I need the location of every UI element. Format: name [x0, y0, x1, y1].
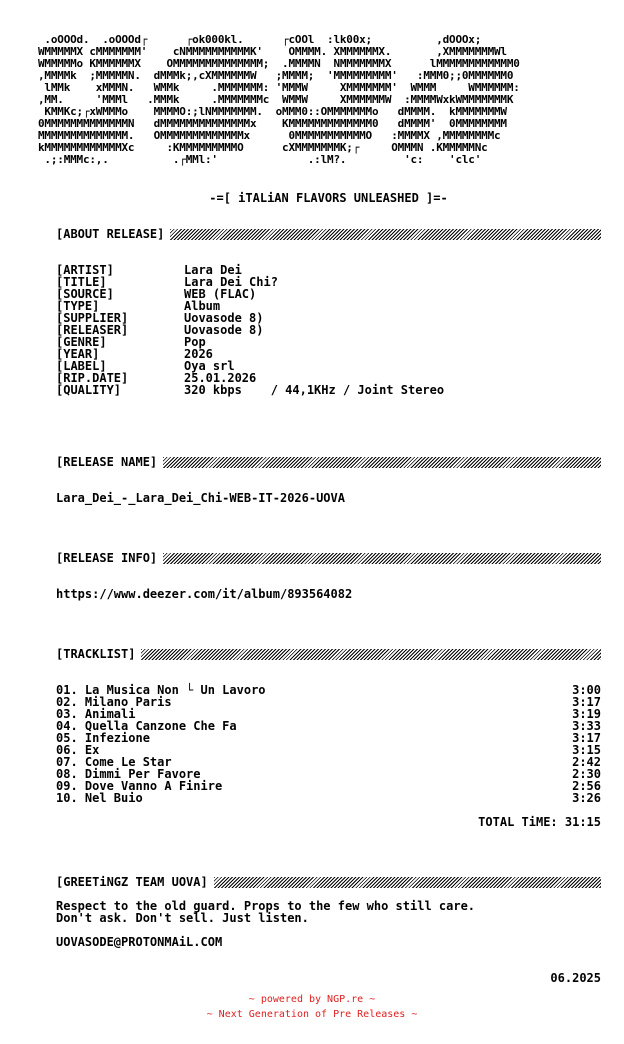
nfo-content: [56, 192, 601, 984]
section-heading: [GREETiNGZ TEAM UOVA]: [56, 875, 208, 889]
about-field-key: [SUPPLIER]: [56, 311, 129, 325]
footer-powered-by[interactable]: ~ powered by NGP.re ~: [248, 994, 376, 1005]
track-duration: 3:15: [572, 743, 601, 757]
track-list: [56, 684, 601, 804]
track-duration: 3:00: [572, 683, 601, 697]
section-heading: [RELEASE NAME]: [56, 455, 158, 469]
tracklist-header: [56, 648, 601, 660]
about-field-key: [SOURCE]: [56, 287, 114, 301]
about-field-value: Uovasode 8): [184, 323, 264, 337]
hatch-divider: [141, 649, 601, 660]
about-field-key: [ARTIST]: [56, 263, 114, 277]
hatch-divider: [163, 457, 601, 468]
release-name-value: Lara_Dei_-_Lara_Dei_Chi-WEB-IT-2026-UOVA: [56, 491, 345, 505]
about-field-key: [GENRE]: [56, 335, 107, 349]
track-row: [56, 696, 601, 708]
track-title: 07. Come Le Star: [56, 755, 172, 769]
about-field-value: Lara Dei Chi?: [184, 275, 278, 289]
track-title: 08. Dimmi Per Favore: [56, 767, 201, 781]
about-field-key: [YEAR]: [56, 347, 100, 361]
track-duration: 2:56: [572, 779, 601, 793]
about-field-value: 25.01.2026: [184, 371, 257, 385]
track-row: [56, 792, 601, 804]
section-heading: [ABOUT RELEASE]: [56, 227, 165, 241]
track-title: 10. Nel Buio: [56, 791, 143, 805]
about-field-value: 320 kbps / 44,1KHz / Joint Stereo: [184, 383, 445, 397]
about-field-key: [LABEL]: [56, 359, 107, 373]
greetings-header: [56, 876, 601, 888]
about-field-key: [TYPE]: [56, 299, 100, 313]
track-duration: 3:17: [572, 731, 601, 745]
hatch-divider: [214, 877, 601, 888]
about-field-row: [56, 288, 601, 300]
about-field-value: Uovasode 8): [184, 311, 264, 325]
track-title: 01. La Musica Non └ Un Lavoro: [56, 683, 266, 697]
release-date: 06.2025: [550, 971, 601, 985]
track-duration: 3:33: [572, 719, 601, 733]
about-field-key: [TITLE]: [56, 275, 107, 289]
section-heading: [RELEASE INFO]: [56, 551, 158, 565]
track-title: 09. Dove Vanno A Finire: [56, 779, 223, 793]
hatch-divider: [170, 229, 601, 240]
section-heading: [TRACKLIST]: [56, 647, 136, 661]
tagline: -=[ iTALiAN FLAVORS UNLEASHED ]=-: [209, 191, 448, 205]
ascii-art-logo: .oOOOd. .oOOOd┌ ┌ok000kl. ┌cOOl :lk00x; ,dOOOx; WMMMMMX cMMMMMMM' cNMMMMMMMMMMK' OMMMM. XMMMMMMX. ,XMMMMMMMWl WMMMMMo KMMMMMMX OMMMMMMMMMMMMMM; .MMMMN NMMMMMMMX lMMMMMMMMMMMM0 ,MMMMk ;MMMMMN. dMMMk;,cXMMMMMMW ;MMMM; 'MMMMMMMMM' :MMM0;;0MMMMMM0 lMMk xMMMN. WMMk .MMMMMMM: 'MMMW XMMMMMMM' WMMM WMMMMMM: ,MM. 'MMMl .MMMk .MMMMMMMc WMMW XMMMMMMW :MMMMWxkWMMMMMMMK KMMKc;┌xWMMMo MMMMO:;lNMMMMMMM. oMMM0::OMMMMMMMo dMMMM. kMMMMMMMW 0MMMMMMMMMMMMMN dMMMMMMMMMMMMMMx KMMMMMMMMMMMMM0 dMMMM' 0MMMMMMMM MMMMMMMMMMMMMM. OMMMMMMMMMMMMMx 0MMMMMMMMMMMO :MMMMX ,MMMMMMMMc kMMMMMMMMMMMMXc :KMMMMMMMMMO cXMMMMMMMK;┌ OMMMN .KMMMMMNc .;:MMMc:,. .┌MMl:' .:lM?. 'c: 'clc': [38, 33, 520, 166]
footer-tagline: ~ Next Generation of Pre Releases ~: [206, 1009, 418, 1020]
track-title: 02. Milano Paris: [56, 695, 172, 709]
track-duration: 3:17: [572, 695, 601, 709]
about-field-value: 2026: [184, 347, 213, 361]
track-duration: 2:30: [572, 767, 601, 781]
release-info-header: [56, 552, 601, 564]
about-field-key: [RELEASER]: [56, 323, 129, 337]
about-release-header: [56, 228, 601, 240]
about-field-row: [56, 324, 601, 336]
track-row: [56, 732, 601, 744]
hatch-divider: [163, 553, 601, 564]
about-release-fields: [56, 264, 601, 396]
greetings-line-1: Respect to the old guard. Props to the few who still care.: [56, 899, 476, 913]
footer: [0, 992, 624, 1022]
track-duration: 2:42: [572, 755, 601, 769]
about-field-row: [56, 384, 601, 396]
release-name-header: [56, 456, 601, 468]
about-field-row: [56, 336, 601, 348]
about-field-value: Lara Dei: [184, 263, 242, 277]
about-field-row: [56, 276, 601, 288]
about-field-row: [56, 264, 601, 276]
greetings-line-2: Don't ask. Don't sell. Just listen.: [56, 911, 309, 925]
track-title: 05. Infezione: [56, 731, 150, 745]
contact-email[interactable]: UOVASODE@PROTONMAiL.COM: [56, 935, 223, 949]
about-field-row: [56, 300, 601, 312]
about-field-row: [56, 312, 601, 324]
about-field-row: [56, 348, 601, 360]
track-duration: 3:26: [572, 791, 601, 805]
track-duration: 3:19: [572, 707, 601, 721]
about-field-value: Oya srl: [184, 359, 235, 373]
about-field-key: [QUALITY]: [56, 383, 122, 397]
track-title: 06. Ex: [56, 743, 100, 757]
about-field-value: Album: [184, 299, 221, 313]
about-field-row: [56, 360, 601, 372]
about-field-value: Pop: [184, 335, 206, 349]
about-field-value: WEB (FLAC): [184, 287, 257, 301]
about-field-key: [RIP.DATE]: [56, 371, 129, 385]
total-time: TOTAL TiME: 31:15: [478, 815, 601, 829]
track-title: 04. Quella Canzone Che Fa: [56, 719, 237, 733]
release-info-url[interactable]: https://www.deezer.com/it/album/893564082: [56, 587, 353, 601]
track-title: 03. Animali: [56, 707, 136, 721]
